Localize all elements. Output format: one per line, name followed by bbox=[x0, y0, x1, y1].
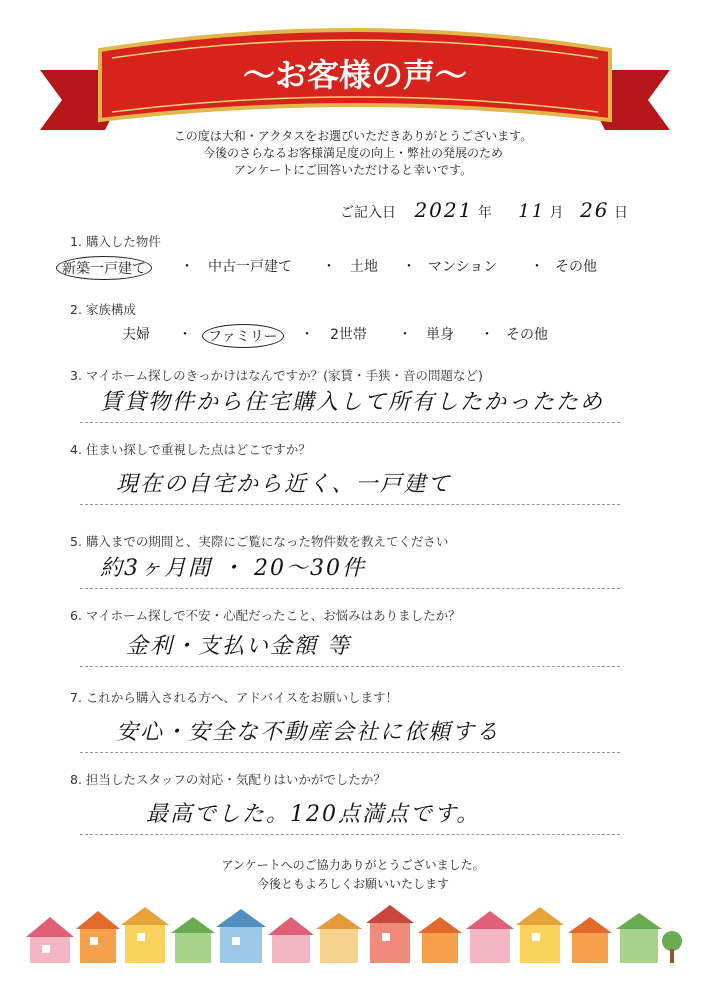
date-day-unit: 日 bbox=[613, 205, 628, 221]
question-8-label: 8. 担当したスタッフの対応・気配りはいかがでしたか？ bbox=[70, 772, 386, 787]
question-1-label: 1. 購入した物件 bbox=[70, 234, 161, 249]
house-icon bbox=[121, 907, 169, 963]
date-month: 11 bbox=[518, 201, 546, 222]
question-6-answer-line bbox=[80, 630, 620, 667]
tree-icon bbox=[662, 931, 682, 963]
option-separator: ・ bbox=[180, 259, 194, 275]
date-day: 26 bbox=[580, 198, 610, 222]
intro-line-3: アンケートにご回答いただけると幸いです。 bbox=[233, 163, 473, 177]
question-7-label: 7. これから購入される方へ、アドバイスをお願いします！ bbox=[70, 690, 399, 705]
closing-message bbox=[0, 856, 706, 894]
house-icon bbox=[268, 917, 314, 963]
house-icon bbox=[366, 905, 414, 963]
question-1-options bbox=[0, 256, 706, 280]
option-used-house[interactable]: 中古一戸建て bbox=[208, 259, 292, 275]
house-icon bbox=[316, 913, 362, 963]
option-separator: ・ bbox=[530, 259, 544, 275]
option-two-generation[interactable]: 2世帯 bbox=[330, 327, 367, 343]
option-separator: ・ bbox=[322, 259, 336, 275]
option-separator: ・ bbox=[178, 327, 192, 343]
question-2-options bbox=[0, 324, 706, 348]
house-icon bbox=[466, 911, 514, 963]
option-other[interactable]: その他 bbox=[555, 259, 597, 275]
option-separator: ・ bbox=[398, 327, 412, 343]
question-5-answer-line bbox=[80, 552, 620, 589]
date-year: 2021 bbox=[414, 198, 474, 222]
date-year-unit: 年 bbox=[477, 205, 492, 221]
house-icon bbox=[76, 911, 120, 963]
option-land[interactable]: 土地 bbox=[350, 259, 378, 275]
closing-line-1: アンケートへのご協力ありがとうございました。 bbox=[221, 858, 485, 872]
question-3-answer-line bbox=[80, 386, 620, 423]
option-new-house[interactable]: 新築一戸建て bbox=[56, 256, 152, 280]
question-7-answer-line bbox=[80, 716, 620, 753]
house-icon bbox=[516, 907, 564, 963]
question-8-answer: 最高でした。120点満点です。 bbox=[146, 802, 481, 827]
question-7-answer: 安心・安全な不動産会社に依頼する bbox=[116, 720, 501, 745]
question-3-answer: 賃貸物件から住宅購入して所有したかったため bbox=[100, 390, 605, 415]
intro-line-2: 今後のさらなるお客様満足度の向上・弊社の発展のため bbox=[202, 146, 503, 160]
option-couple[interactable]: 夫婦 bbox=[122, 327, 150, 343]
house-icon bbox=[568, 917, 612, 963]
question-8-answer-line bbox=[80, 798, 620, 835]
house-icon bbox=[26, 917, 74, 963]
option-separator: ・ bbox=[402, 259, 416, 275]
date-month-unit: 月 bbox=[549, 205, 564, 221]
option-separator: ・ bbox=[300, 327, 314, 343]
houses-illustration bbox=[20, 905, 686, 965]
option-family[interactable]: ファミリー bbox=[202, 324, 284, 348]
intro-text bbox=[0, 128, 706, 179]
option-other[interactable]: その他 bbox=[506, 327, 548, 343]
entry-date bbox=[340, 198, 628, 222]
date-label: ご記入日 bbox=[340, 205, 396, 221]
option-mansion[interactable]: マンション bbox=[428, 259, 498, 275]
house-icon bbox=[171, 917, 215, 963]
question-6-answer: 金利・支払い金額 等 bbox=[126, 634, 351, 659]
question-4-answer-line bbox=[80, 468, 620, 505]
house-icon bbox=[616, 913, 662, 963]
question-4-label: 4. 住まい探しで重視した点はどこですか？ bbox=[70, 442, 311, 457]
question-4-answer: 現在の自宅から近く、一戸建て bbox=[116, 472, 452, 497]
question-2-label: 2. 家族構成 bbox=[70, 302, 136, 317]
question-3-label: 3. マイホーム探しのきっかけはなんですか？(家賃・手狭・音の問題など) bbox=[70, 368, 483, 383]
option-separator: ・ bbox=[480, 327, 494, 343]
question-5-label: 5. 購入までの期間と、実際にご覧になった物件数を教えてください bbox=[70, 534, 449, 549]
house-icon bbox=[216, 909, 266, 963]
question-6-label: 6. マイホーム探しで不安・心配だったこと、お悩みはありましたか？ bbox=[70, 608, 461, 623]
question-5-answer: 約3ヶ月間 ・ 20～30件 bbox=[100, 556, 366, 581]
intro-line-1: この度は大和・アクタスをお選びいただきありがとうございます。 bbox=[173, 129, 533, 143]
closing-line-2: 今後ともよろしくお願いいたします bbox=[256, 877, 449, 891]
option-single[interactable]: 単身 bbox=[426, 327, 454, 343]
house-icon bbox=[418, 917, 462, 963]
banner-title: ～お客様の声～ bbox=[242, 56, 468, 94]
